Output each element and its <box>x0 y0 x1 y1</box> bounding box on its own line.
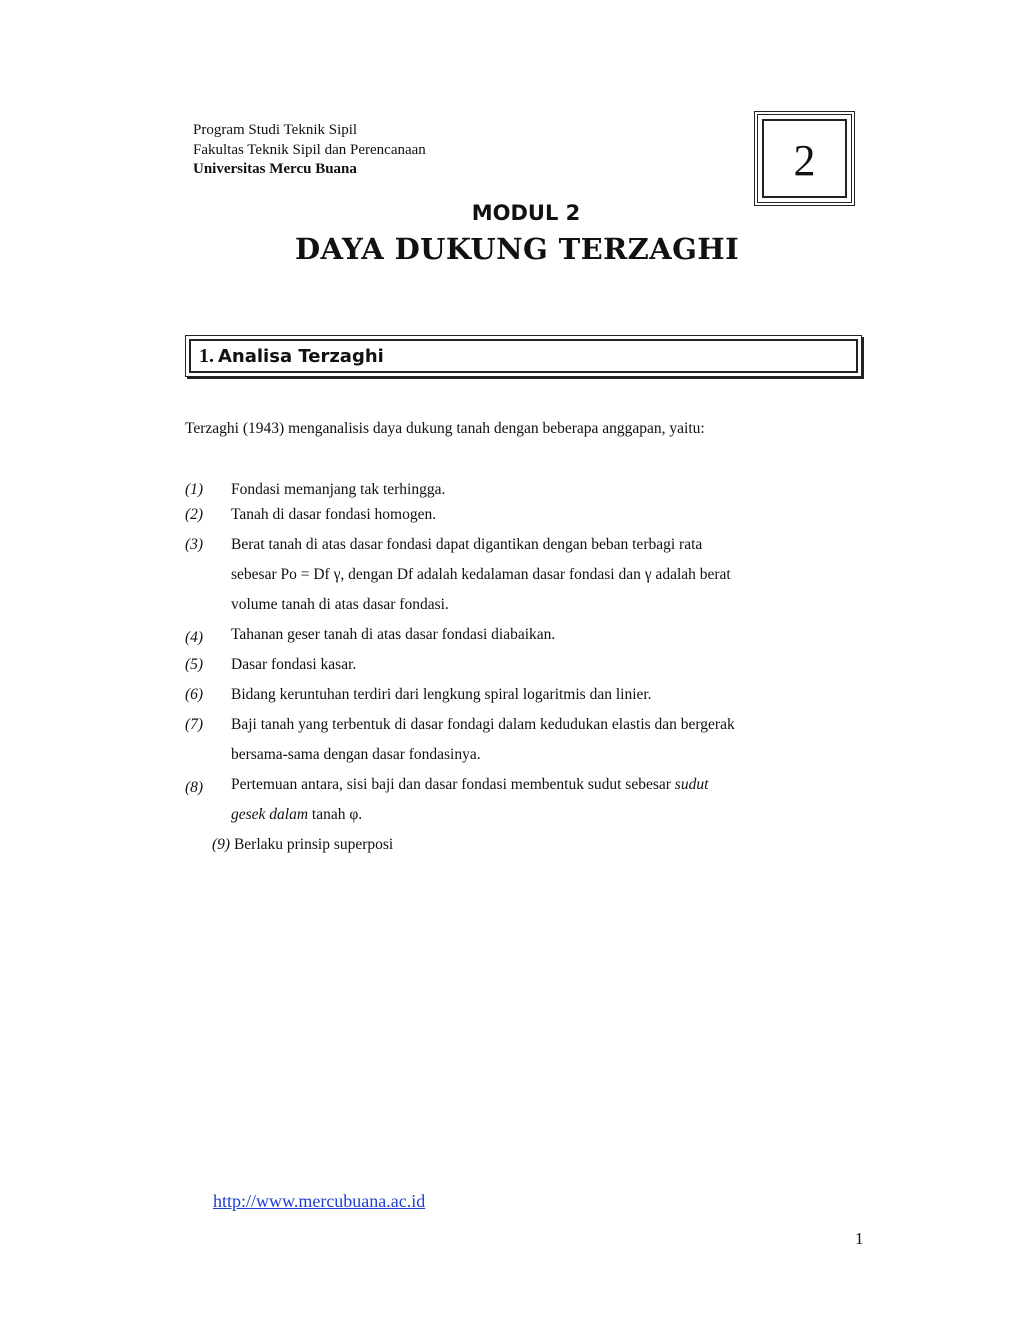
section-number: 1. <box>199 344 214 367</box>
program-line: Program Studi Teknik Sipil <box>193 122 358 138</box>
intro-paragraph: Terzaghi (1943) menganalisis daya dukung tanah dengan beberapa anggapan, yaitu: <box>185 420 705 437</box>
item-text: volume tanah di atas dasar fondasi. <box>231 596 449 613</box>
item-text: Berat tanah di atas dasar fondasi dapat digantikan dengan beban terbagi rata <box>231 536 703 553</box>
item-nine <box>212 836 393 854</box>
item-text: Bidang keruntuhan terdiri dari lengkung spiral logaritmis dan linier. <box>231 686 652 703</box>
item-text: Berlaku prinsip superposi <box>230 836 394 853</box>
item-text: bersama-sama dengan dasar fondasinya. <box>231 746 481 763</box>
item-text-italic: gesek dalam <box>231 806 309 823</box>
faculty-line: Fakultas Teknik Sipil dan Perencanaan <box>193 141 426 158</box>
section-heading-frame <box>189 339 858 373</box>
item-number: (4) <box>185 629 204 646</box>
item-text: Tahanan geser tanah di atas dasar fondasi diabaikan. <box>231 626 556 643</box>
institution-header <box>193 121 426 180</box>
page-number: 1 <box>855 1229 864 1248</box>
website-link[interactable]: http://www.mercubuana.ac.id <box>213 1191 426 1211</box>
item-text: Baji tanah yang terbentuk di dasar fondagi dalam kedudukan elastis dan bergerak <box>231 716 735 733</box>
section-title: Analisa Terzaghi <box>218 345 384 367</box>
module-label: MODUL 2 <box>471 201 581 225</box>
item-number: (1) <box>185 481 204 498</box>
item-number: (7) <box>185 716 204 733</box>
item-text-plain: tanah φ. <box>308 806 363 823</box>
item-number: (9) <box>212 836 231 853</box>
item-text <box>231 776 708 794</box>
item-number: (8) <box>185 779 204 796</box>
item-text: sebesar Po = Df γ, dengan Df adalah kedalaman dasar fondasi dan γ adalah berat <box>231 566 731 583</box>
item-text: Dasar fondasi kasar. <box>231 656 357 673</box>
item-text: Tanah di dasar fondasi homogen. <box>231 506 437 523</box>
module-number: 2 <box>793 135 816 185</box>
section-heading-box <box>185 335 862 377</box>
university-line: Universitas Mercu Buana <box>193 161 357 177</box>
item-text: Fondasi memanjang tak terhingga. <box>231 481 446 498</box>
item-number: (6) <box>185 686 204 703</box>
item-number: (5) <box>185 656 204 673</box>
item-text <box>231 806 362 824</box>
item-text-italic: sudut <box>674 776 709 793</box>
module-title: DAYA DUKUNG TERZAGHI <box>294 232 740 266</box>
module-number-frame <box>762 119 847 198</box>
item-number: (2) <box>185 506 204 523</box>
module-number-badge <box>754 111 855 206</box>
item-text-plain: Pertemuan antara, sisi baji dan dasar fondasi membentuk sudut sebesar <box>231 776 675 793</box>
item-number: (3) <box>185 536 204 553</box>
